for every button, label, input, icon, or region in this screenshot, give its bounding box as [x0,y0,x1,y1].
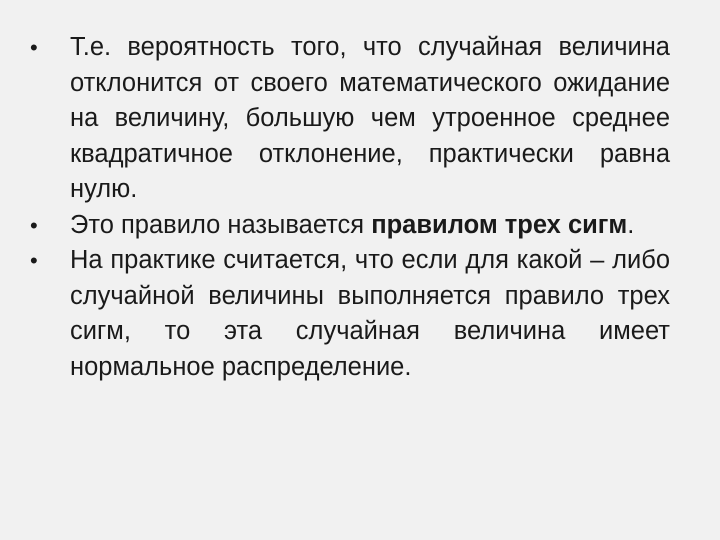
bullet-text: Т.е. вероятность того, что случайная величина отклонится от своего математического ожидание на величину, большую чем утроенное среднее квадратичное отклонение, практически равна нулю. [70,33,670,203]
bullet-item-3 [30,243,670,385]
bullet-bold-term: правилом трех сигм [371,210,628,239]
slide-content [30,30,670,385]
bullet-text: Это правило называется [70,210,372,239]
bullet-symbol: • [30,248,38,273]
bullet-symbol: • [30,35,38,60]
bullet-list [30,30,670,385]
bullet-symbol: • [30,212,38,238]
bullet-item-1 [30,30,670,208]
bullet-text: На практике считается, что если для какой – либо случайной величины выполняется правило трех сигм, то эта случайная величина имеет нормальное распределение. [70,246,670,381]
bullet-text-end: . [627,210,635,239]
bullet-item-2 [30,208,670,244]
